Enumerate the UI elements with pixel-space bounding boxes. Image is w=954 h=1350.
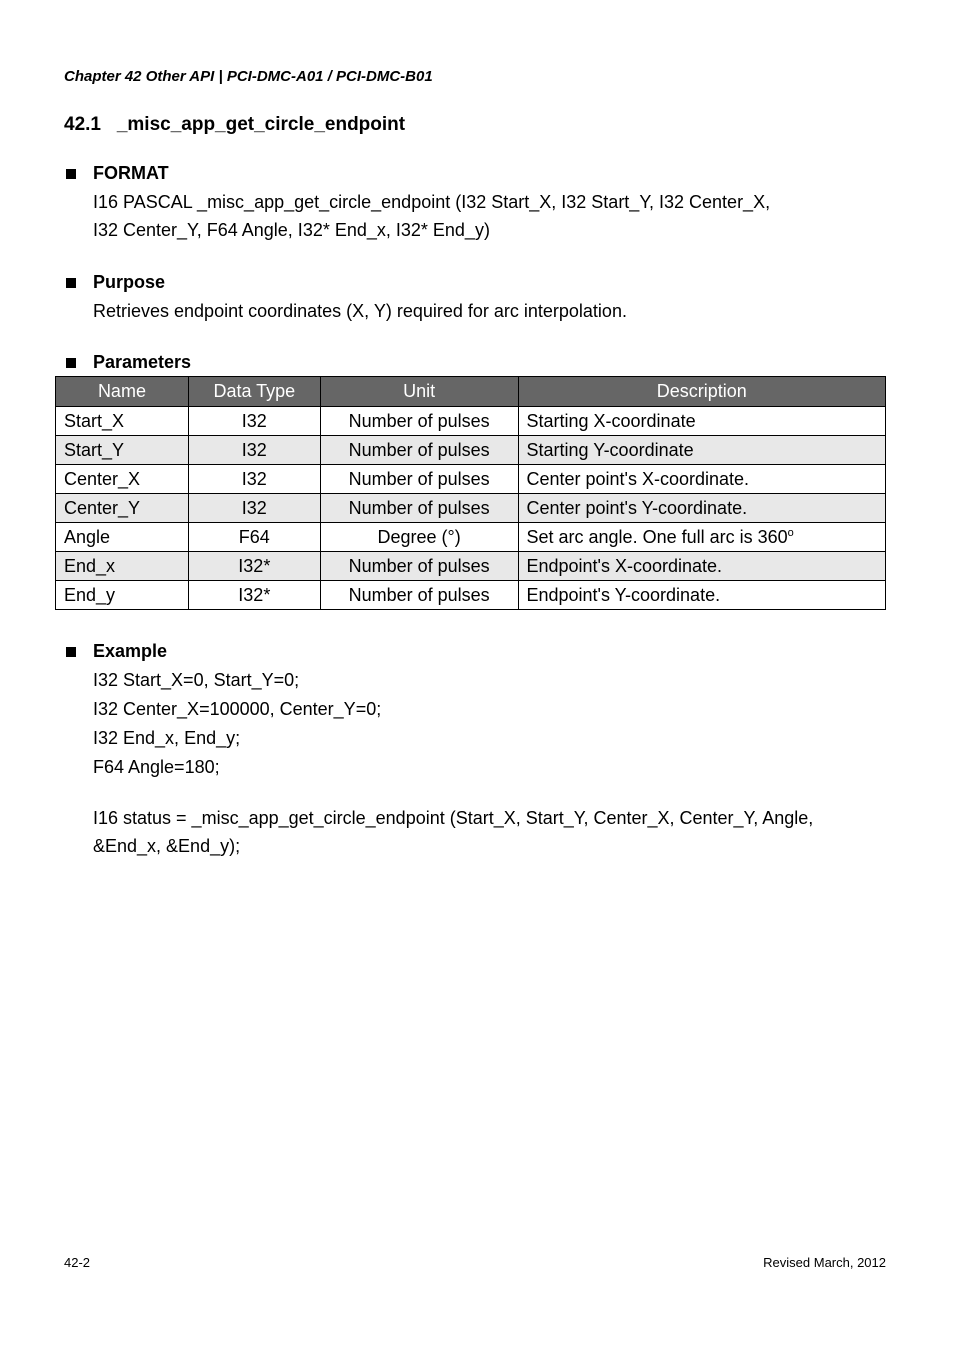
degree-superscript: o [787,526,794,539]
param-name: Start_X [56,407,189,436]
example-call-line: I16 status = _misc_app_get_circle_endpoint (Start_X, Start_Y, Center_X, Center_Y, Angle, [93,808,814,828]
param-description: Center point's X-coordinate. [518,465,886,494]
square-bullet-icon [66,647,76,657]
format-heading-label: FORMAT [93,163,169,183]
param-description [518,523,886,552]
param-description: Center point's Y-coordinate. [518,494,886,523]
param-type: I32 [188,436,320,465]
square-bullet-icon [66,278,76,288]
parameters-heading [66,352,191,373]
param-name: Start_Y [56,436,189,465]
example-heading [66,641,167,662]
column-header: Data Type [188,377,320,407]
param-type: I32 [188,494,320,523]
param-unit: Number of pulses [320,581,518,610]
page-number: 42-2 [64,1255,91,1270]
table-row [56,494,886,523]
param-description: Endpoint's X-coordinate. [518,552,886,581]
revision-date: Revised March, 2012 [763,1255,886,1270]
example-call-line: &End_x, &End_y); [93,836,241,856]
column-header: Name [56,377,189,407]
table-row [56,523,886,552]
running-header: Chapter 42 Other API | PCI-DMC-A01 / PCI-DMC-B01 [64,68,433,85]
param-type: I32* [188,581,320,610]
param-type: I32 [188,407,320,436]
param-description: Endpoint's Y-coordinate. [518,581,886,610]
purpose-heading-label: Purpose [93,272,166,292]
table-row [56,465,886,494]
param-unit: Number of pulses [320,552,518,581]
example-line: I32 End_x, End_y; [93,728,241,748]
param-description: Starting X-coordinate [518,407,886,436]
param-name: Angle [56,523,189,552]
square-bullet-icon [66,169,76,179]
table-row [56,552,886,581]
square-bullet-icon [66,358,76,368]
param-type: I32 [188,465,320,494]
param-type: F64 [188,523,320,552]
example-line: F64 Angle=180; [93,757,220,777]
column-header: Description [518,377,886,407]
example-heading-label: Example [93,641,168,661]
parameters-table [55,376,886,610]
param-description-text: Set arc angle. One full arc is 360 [526,526,788,547]
param-unit: Number of pulses [320,436,518,465]
section-title [64,114,405,136]
param-unit: Number of pulses [320,465,518,494]
format-line: I16 PASCAL _misc_app_get_circle_endpoint (I32 Start_X, I32 Start_Y, I32 Center_X, [93,192,771,212]
example-line: I32 Center_X=100000, Center_Y=0; [93,699,382,719]
param-unit: Number of pulses [320,494,518,523]
example-line: I32 Start_X=0, Start_Y=0; [93,670,300,690]
table-row [56,436,886,465]
format-line: I32 Center_Y, F64 Angle, I32* End_x, I32* End_y) [93,220,490,240]
column-header: Unit [320,377,518,407]
param-unit: Degree (°) [320,523,518,552]
parameters-heading-label: Parameters [93,352,192,372]
param-unit: Number of pulses [320,407,518,436]
param-description: Starting Y-coordinate [518,436,886,465]
param-name: End_x [56,552,189,581]
section-number: 42.1 [64,114,101,135]
param-type: I32* [188,552,320,581]
param-name: End_y [56,581,189,610]
param-name: Center_Y [56,494,189,523]
param-name: Center_X [56,465,189,494]
purpose-heading [66,272,165,293]
section-heading: _misc_app_get_circle_endpoint [116,114,406,135]
format-heading [66,163,169,184]
table-header-row [56,377,886,407]
table-row [56,407,886,436]
table-row [56,581,886,610]
purpose-text: Retrieves endpoint coordinates (X, Y) required for arc interpolation. [93,301,627,321]
